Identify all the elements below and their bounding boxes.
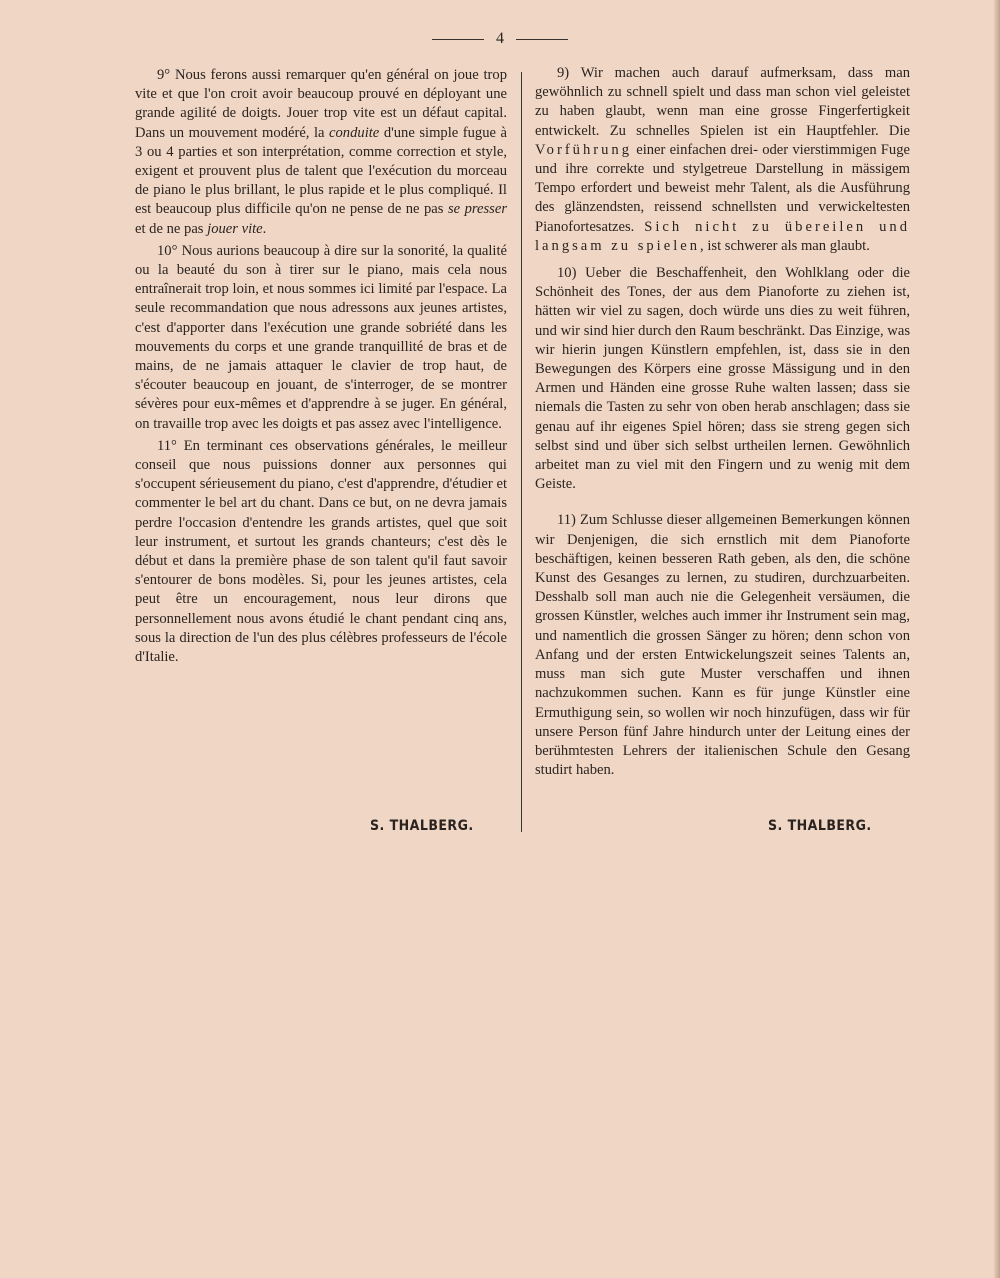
french-paragraph-10: 10° Nous aurions beaucoup à dire sur la sonorité, la qualité ou la beauté du son à tirer sur le piano, mais cela nous entraînerait trop loin, et nous sommes ici limité par l'espace. La seule recommandation que nous adressons aux jeunes artistes, c'est d'apporter dans l'exécution une grande sobriété dans les mouvements du corps et une grande tranquillité de bras et de mains, de ne jamais attaquer le clavier de trop haut, de s'écouter beaucoup en jouant, de s'interroger, de se montrer sévères pour eux-mêmes et d'apprendre à se juger. En général, on travaille trop avec les doigts et pas assez avec l'intelligence. [135, 242, 507, 432]
column-divider [521, 72, 522, 832]
german-paragraph-9: 9) Wir machen auch darauf aufmerksam, dass man gewöhnlich zu schnell spielt und dass man schon viel geleistet zu haben glaubt, wenn man eine grosse Fingerfertigkeit entwickelt. Zu schnelles Spielen ist ein Hauptfehler. Die Vorführung einer einfachen drei- oder vierstimmigen Fuge und ihre correkte und stylgetreue Darstellung in mässigem Tempo erfordert und beweist mehr Talent, als die Ausführung des glänzendsten, reissend schnellsten und verwickeltesten Pianofortesatzes. Sich nicht zu übereilen und langsam zu spielen, ist schwerer als man glaubt. [535, 65, 910, 254]
french-paragraph-9: 9° Nous ferons aussi remarquer qu'en général on joue trop vite et que l'on croit avoir beaucoup prouvé en déployant une grande agilité de doigts. Jouer trop vite est un défaut capital. Dans un mouvement modéré, la conduite d'une simple fugue à 3 ou 4 parties et son interprétation, comme correction et style, exigent et prouvent plus de talent que l'exécution du morceau de piano le plus brillant, le plus rapide et le plus compliqué. Il est beaucoup plus difficile qu'on ne pense de ne pas se presser et de ne pas jouer vite. [135, 67, 508, 237]
page-edge-shadow [994, 0, 1000, 1278]
header-rule-left [432, 39, 484, 40]
german-paragraph-10: 10) Ueber die Beschaffenheit, den Wohlklang oder die Schönheit des Tones, der aus dem Pianoforte zu ziehen ist, hätten wir viel zu sagen, doch würde uns dies zu weit führen, und wir sind hier durch den Raum beschränkt. Das Einzige, was wir hierin jungen Künstlern empfehlen, ist, dass sie in den Bewegungen des Körpers eine grosse Mässigung und in den Armen und Händen eine grosse Ruhe walten lassen; dass sie niemals die Tasten zu sehr von oben herab anschlagen; dass sie genau auf ihr eigenes Spiel hören; dass sie streng gegen sich selbst sind und über sich selbst urtheilen lernen. Gewöhnlich arbeitet man zu viel mit den Fingern und zu wenig mit dem Geiste. [535, 265, 910, 493]
emphasis-se-presser: se presser [447, 201, 508, 218]
signature-french: S. THALBERG. [370, 818, 474, 834]
emphasis-conduite: conduite [329, 124, 380, 141]
french-paragraph-11: 11° En terminant ces observations générales, le meilleur conseil que nous puissions donner aux personnes qui s'occupent sérieusement du piano, c'est d'apprendre, d'étudier et commenter le bel art du chant. Dans ce but, on ne devra jamais perdre l'occasion d'entendre les grands artistes, quel que soit leur instrument, et surtout les grands chanteurs; c'est dès le début et dans la première phase de son talent qu'il faut savoir s'entourer de bons modèles. Si, pour les jeunes artistes, cela peut être un encouragement, nous leur dirons que personnellement nous avons étudié le chant pendant cinq ans, sous la direction de l'un des plus célèbres professeurs de l'école d'Italie. [135, 437, 507, 666]
emphasis-jouer-vite: jouer vite [207, 220, 263, 237]
page-number [0, 30, 1000, 48]
german-paragraph-11: 11) Zum Schlusse dieser allgemeinen Bemerkungen können wir Denjenigen, die sich ernstlich mit dem Pianoforte beschäftigen, keinen besseren Rath geben, als den, die schöne Kunst des Gesanges zu lernen, zu studiren, durchzuarbeiten. Desshalb soll man auch nie die Gelegenheit versäumen, die grossen Künstler, welches auch immer ihr Instrument sein mag, und namentlich die grossen Sänger zu hören; denn schon von Anfang und der ersten Entwickelungszeit seines Talents an, muss man sich gute Muster verschaffen und ihnen nachzukommen suchen. Kann es für junge Künstler eine Ermuthigung sein, so wollen wir noch hinzufügen, dass wir für unsere Person fünf Jahre hindurch unter der Leitung eines der berühmtesten Lehrers der italienischen Schule den Gesang studirt haben. [535, 512, 910, 779]
signature-german: S. THALBERG. [768, 818, 872, 834]
page-number-text: 4 [496, 30, 504, 47]
german-column [535, 64, 910, 780]
french-column [135, 66, 507, 667]
spaced-vorfuehrung: Vorführung [535, 141, 633, 158]
header-rule-right [516, 39, 568, 40]
spaced-emphasis: Sich nicht zu übereilen und langsam zu spielen [535, 218, 910, 254]
